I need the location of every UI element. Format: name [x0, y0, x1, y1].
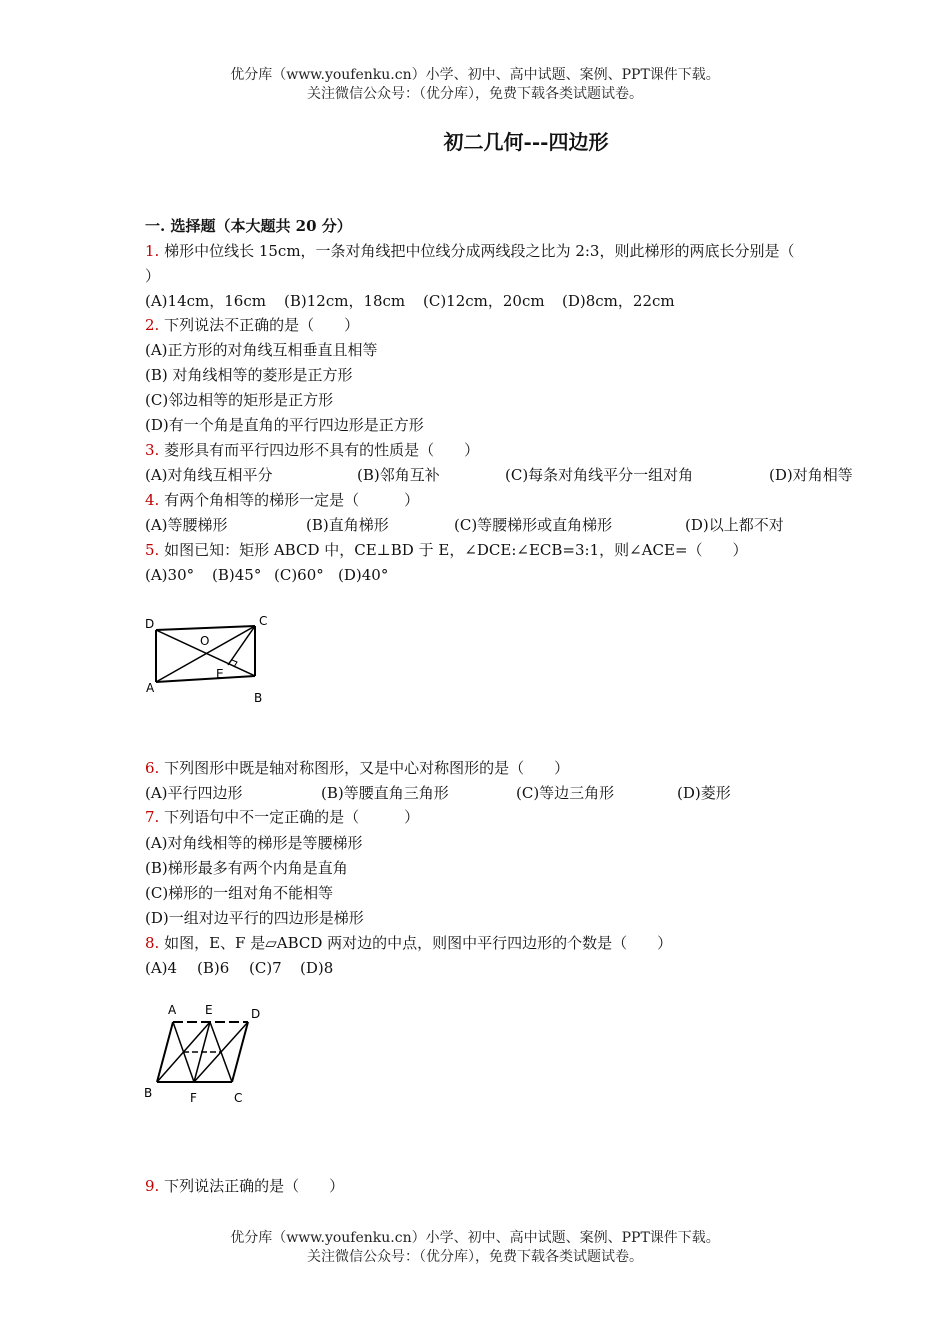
label-e: E	[205, 1003, 213, 1017]
option-a: (A)等腰梯形	[145, 516, 228, 534]
option-c: (C)梯形的一组对角不能相等	[145, 884, 334, 902]
question-6	[145, 757, 569, 779]
question-4	[145, 489, 419, 511]
option-d: (D)8cm，22cm	[562, 292, 675, 310]
question-text: 如图已知：矩形 ABCD 中，CE⊥BD 于 E，∠DCE:∠ECB=3:1，则∠ACE=（ ）	[159, 541, 748, 559]
page-title: 初二几何---四边形	[443, 130, 609, 154]
option-d: (D)8	[300, 959, 334, 977]
question-5	[145, 539, 748, 561]
segment-ce	[228, 626, 255, 665]
option-b: (B)邻角互补	[357, 466, 440, 484]
question-number: 9.	[145, 1177, 160, 1195]
question-text: 菱形具有而平行四边形不具有的性质是（ ）	[159, 441, 480, 459]
edge-dc	[156, 626, 255, 630]
option-a: (A)对角线互相平分	[145, 466, 273, 484]
option-c: (C)7	[249, 959, 282, 977]
question-1-continuation: ）	[145, 267, 161, 285]
question-3	[145, 439, 479, 461]
footer-line-1: 优分库（www.youfenku.cn）小学、初中、高中试题、案例、PPT课件下载。	[230, 1230, 720, 1246]
option-c: (C)等边三角形	[516, 784, 615, 802]
option-c: (C)每条对角线平分一组对角	[505, 466, 694, 484]
label-f: F	[190, 1091, 197, 1105]
question-text: 下列说法不正确的是（ ）	[159, 316, 360, 334]
footer-line-2: 关注微信公众号：（优分库），免费下载各类试题试卷。	[307, 1249, 643, 1265]
question-number: 6.	[145, 759, 160, 777]
label-d: D	[251, 1007, 261, 1021]
question-8	[145, 932, 672, 954]
parallelogram-figure	[140, 998, 270, 1110]
option-d: (D)有一个角是直角的平行四边形是正方形	[145, 416, 424, 434]
option-b: (B)梯形最多有两个内角是直角	[145, 859, 348, 877]
question-number: 7.	[145, 808, 160, 826]
option-a: (A)平行四边形	[145, 784, 243, 802]
label-c: C	[234, 1091, 243, 1105]
option-b: (B)6	[197, 959, 230, 977]
option-a: (A)对角线相等的梯形是等腰梯形	[145, 834, 363, 852]
question-number: 1.	[145, 242, 160, 260]
option-d: (D)菱形	[677, 784, 731, 802]
question-text: 有两个角相等的梯形一定是（ ）	[159, 491, 420, 509]
label-d: D	[145, 617, 155, 631]
label-b: B	[254, 691, 263, 705]
section-heading: 一. 选择题（本大题共 20 分）	[145, 217, 352, 235]
option-c: (C)12cm，20cm	[423, 292, 545, 310]
label-b: B	[144, 1086, 153, 1100]
label-a: A	[146, 681, 155, 695]
question-text: 下列说法正确的是（ ）	[159, 1177, 345, 1195]
option-d: (D)对角相等	[769, 466, 853, 484]
question-text: 下列图形中既是轴对称图形，又是中心对称图形的是（ ）	[159, 759, 570, 777]
label-c: C	[259, 614, 268, 628]
question-text: 下列语句中不一定正确的是（ ）	[159, 808, 420, 826]
question-text: 梯形中位线长 15cm，一条对角线把中位线分成两线段之比为 2:3，则此梯形的两底长分别是（	[159, 242, 795, 260]
option-c: (C)等腰梯形或直角梯形	[454, 516, 613, 534]
option-d: (D)以上都不对	[685, 516, 784, 534]
option-a: (A)正方形的对角线互相垂直且相等	[145, 341, 378, 359]
question-text: 如图，E、F 是▱ABCD 两对边的中点，则图中平行四边形的个数是（ ）	[159, 934, 673, 952]
label-e: E	[216, 667, 224, 681]
option-d: (D)40°	[338, 566, 389, 584]
header-line-2: 关注微信公众号：（优分库），免费下载各类试题试卷。	[307, 86, 643, 102]
question-2	[145, 314, 359, 336]
option-c: (C)60°	[274, 566, 324, 584]
edge-ab	[156, 676, 255, 682]
label-a: A	[168, 1003, 177, 1017]
question-7	[145, 806, 419, 828]
option-b: (B)直角梯形	[306, 516, 389, 534]
option-b: (B) 对角线相等的菱形是正方形	[145, 366, 353, 384]
option-b: (B)等腰直角三角形	[321, 784, 449, 802]
question-9	[145, 1175, 344, 1197]
question-number: 8.	[145, 934, 160, 952]
rectangle-figure	[140, 610, 280, 710]
option-a: (A)4	[145, 959, 178, 977]
question-number: 2.	[145, 316, 160, 334]
question-number: 5.	[145, 541, 160, 559]
option-c: (C)邻边相等的矩形是正方形	[145, 391, 334, 409]
option-d: (D)一组对边平行的四边形是梯形	[145, 909, 364, 927]
question-number: 3.	[145, 441, 160, 459]
option-a: (A)30°	[145, 566, 195, 584]
option-b: (B)12cm，18cm	[284, 292, 406, 310]
option-a: (A)14cm，16cm	[145, 292, 266, 310]
header-line-1: 优分库（www.youfenku.cn）小学、初中、高中试题、案例、PPT课件下载。	[230, 67, 720, 83]
option-b: (B)45°	[212, 566, 262, 584]
label-o: O	[200, 634, 210, 648]
question-number: 4.	[145, 491, 160, 509]
question-1	[145, 240, 794, 262]
